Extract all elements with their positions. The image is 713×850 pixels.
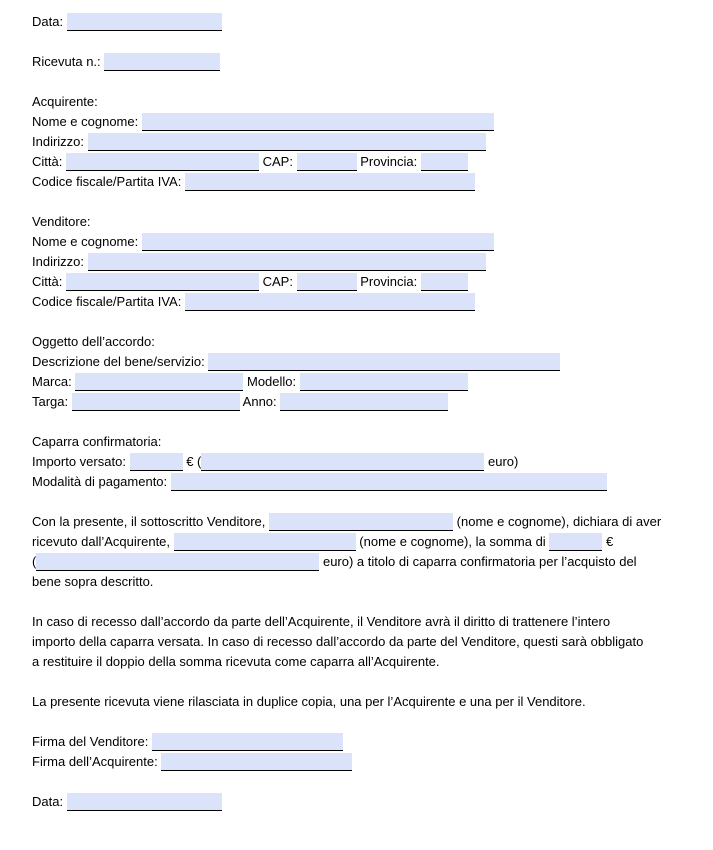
receipt-document	[32, 12, 704, 812]
buyer-signature-label: Firma dell’Acquirente:	[32, 754, 158, 769]
receipt-number-row	[32, 52, 704, 72]
seller-heading: Venditore:	[32, 214, 91, 229]
payment-method-field[interactable]	[171, 473, 607, 491]
buyer-heading: Acquirente:	[32, 94, 98, 109]
declaration-text-3a: (	[32, 554, 37, 569]
deposit-euro-open: € (	[186, 454, 202, 469]
buyer-signature-field[interactable]	[161, 753, 352, 771]
buyer-city-row	[32, 152, 704, 172]
buyer-tax-label: Codice fiscale/Partita IVA:	[32, 174, 182, 189]
object-heading: Oggetto dell’accordo:	[32, 334, 155, 349]
declaration-line-2	[32, 532, 704, 552]
buyer-province-field[interactable]	[421, 153, 468, 171]
seller-address-label: Indirizzo:	[32, 254, 85, 269]
seller-cap-label: CAP:	[262, 274, 293, 289]
declaration-text-2c: €	[605, 534, 614, 549]
brand-label: Marca:	[32, 374, 72, 389]
plate-field[interactable]	[72, 393, 240, 411]
object-description-label: Descrizione del bene/servizio:	[32, 354, 205, 369]
sum-words-field[interactable]	[36, 553, 319, 571]
year-label: Anno:	[242, 394, 277, 409]
seller-address-field[interactable]	[88, 253, 486, 271]
deposit-amount-words-field[interactable]	[201, 453, 484, 471]
date-row	[32, 12, 704, 32]
buyer-cap-label: CAP:	[262, 154, 293, 169]
plate-year-row	[32, 392, 704, 412]
seller-signature-label: Firma del Venditore:	[32, 734, 149, 749]
year-field[interactable]	[280, 393, 448, 411]
buyer-address-label: Indirizzo:	[32, 134, 85, 149]
withdrawal-line-3: a restituire il doppio della somma ricevuta come caparra all’Acquirente.	[32, 654, 440, 669]
seller-city-label: Città:	[32, 274, 63, 289]
buyer-tax-row	[32, 172, 704, 192]
seller-signature-field[interactable]	[152, 733, 343, 751]
seller-name-row	[32, 232, 704, 252]
sum-amount-field[interactable]	[549, 533, 602, 551]
declaration-line-1	[32, 512, 704, 532]
deposit-heading: Caparra confirmatoria:	[32, 434, 162, 449]
receipt-number-field[interactable]	[104, 53, 220, 71]
object-description-row	[32, 352, 704, 372]
payment-method-label: Modalità di pagamento:	[32, 474, 168, 489]
buyer-name-row	[32, 112, 704, 132]
receipt-number-label: Ricevuta n.:	[32, 54, 101, 69]
seller-cap-field[interactable]	[297, 273, 357, 291]
declaration-line-3	[32, 552, 704, 572]
declaration-text-1b: (nome e cognome), dichiara di aver	[456, 514, 662, 529]
declaration-text-3b: euro) a titolo di caparra confirmatoria per l’acquisto del	[322, 554, 637, 569]
seller-tax-row	[32, 292, 704, 312]
buyer-city-label: Città:	[32, 154, 63, 169]
seller-signature-row	[32, 732, 704, 752]
seller-name-field[interactable]	[142, 233, 494, 251]
seller-name-label: Nome e cognome:	[32, 234, 139, 249]
buyer-province-label: Provincia:	[360, 154, 418, 169]
buyer-name-field[interactable]	[142, 113, 494, 131]
model-field[interactable]	[300, 373, 468, 391]
buyer-address-field[interactable]	[88, 133, 486, 151]
date-field[interactable]	[67, 13, 222, 31]
footer-date-row	[32, 792, 704, 812]
date-label: Data:	[32, 14, 64, 29]
seller-city-field[interactable]	[66, 273, 259, 291]
buyer-city-field[interactable]	[66, 153, 259, 171]
model-label: Modello:	[246, 374, 297, 389]
deposit-amount-field[interactable]	[130, 453, 183, 471]
withdrawal-line-1: In caso di recesso dall’accordo da parte dell’Acquirente, il Venditore avrà il diritto di trattenere l’intero	[32, 614, 611, 629]
seller-tax-label: Codice fiscale/Partita IVA:	[32, 294, 182, 309]
footer-date-field[interactable]	[67, 793, 222, 811]
buyer-tax-field[interactable]	[185, 173, 475, 191]
deposit-euro-close: euro)	[487, 454, 519, 469]
declaration-text-2b: (nome e cognome), la somma di	[359, 534, 546, 549]
deposit-amount-row	[32, 452, 704, 472]
footer-date-label: Data:	[32, 794, 64, 809]
seller-fullname-field[interactable]	[269, 513, 453, 531]
buyer-name-label: Nome e cognome:	[32, 114, 139, 129]
declaration-text-2a: ricevuto dall’Acquirente,	[32, 534, 171, 549]
deposit-amount-label: Importo versato:	[32, 454, 126, 469]
seller-address-row	[32, 252, 704, 272]
seller-province-field[interactable]	[421, 273, 468, 291]
declaration-text-1a: Con la presente, il sottoscritto Venditore,	[32, 514, 266, 529]
plate-label: Targa:	[32, 394, 69, 409]
buyer-address-row	[32, 132, 704, 152]
copies-text: La presente ricevuta viene rilasciata in duplice copia, una per l’Acquirente e una per il Venditore.	[32, 694, 586, 709]
brand-model-row	[32, 372, 704, 392]
withdrawal-line-2: importo della caparra versata. In caso di recesso dall’accordo da parte del Venditore, questi sarà obbligato	[32, 634, 644, 649]
brand-field[interactable]	[75, 373, 243, 391]
buyer-fullname-field[interactable]	[174, 533, 356, 551]
seller-tax-field[interactable]	[185, 293, 475, 311]
object-description-field[interactable]	[208, 353, 560, 371]
seller-province-label: Provincia:	[360, 274, 418, 289]
buyer-signature-row	[32, 752, 704, 772]
buyer-cap-field[interactable]	[297, 153, 357, 171]
payment-method-row	[32, 472, 704, 492]
declaration-line-4: bene sopra descritto.	[32, 574, 154, 589]
seller-city-row	[32, 272, 704, 292]
